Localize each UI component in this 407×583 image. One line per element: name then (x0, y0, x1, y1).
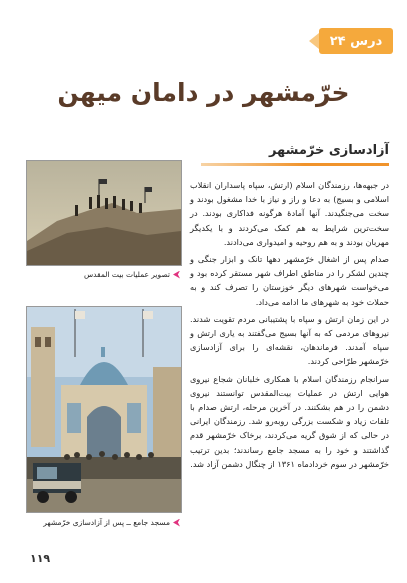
body-text (190, 178, 389, 474)
figure-caption-text: تصویر عملیات بیت المقدس (83, 270, 170, 279)
figure-caption (84, 270, 180, 279)
section-heading: آزادسازی خرّمشهر (268, 143, 389, 158)
mosque-photo-illustration (27, 307, 181, 512)
paragraph: سرانجام رزمندگان اسلام با همکاری خلبانان شجاع نیروی هوایی ارتش در عملیات بیت‌المقدس توانستند نیروی دشمن را در هم بشکنند. در آخرین مرحله، ارتش صدام با تلفات زیاد و شکست بزرگی روبه‌رو شد. رزمندگان ایرانی در حالی که از شوق گریه می‌کردند، برخاک خرّمشهر قدم گذاشتند و خود را به مسجد جامع رساندند؛ بدین ترتیب خرّمشهر در سوم خردادماه ۱۳۶۱ از چنگال دشمن آزاد شد. (190, 373, 389, 469)
lesson-label: درس ۲۴ (329, 33, 383, 49)
lesson-tag (319, 28, 393, 54)
photo-jame-mosque (26, 306, 182, 513)
battle-photo-illustration (27, 161, 181, 265)
arrow-icon (173, 271, 180, 279)
figure-caption-text: مسجد جامع ــ پس از آزادسازی خرّمشهر (43, 518, 170, 527)
page-number: ۱۱۹ (30, 552, 51, 565)
photo-battle-operation (26, 160, 182, 266)
paragraph: صدام پس از اشغال خرّمشهر دهها تانک و ابزار جنگی و چندین لشکر را در مناطق اطراف شهر مستقر کرده بود و می‌خواست شهرهای دیگر خوزستان را تصرف کند و به حملات خود به شهرهای ما ادامه می‌داد. (190, 254, 389, 307)
paragraph: در این زمان ارتش و سپاه با پشتیبانی مردم تقویت شدند. نیروهای مردمی که به آنها بسیج می‌گفتند به یاری ارتش و سپاه آمدند. فرماندهان، نقشه‌ای را برای آزادسازی خرّمشهر طرّاحی کردند. (190, 313, 389, 367)
heading-underline (201, 163, 389, 166)
figure-caption (43, 518, 180, 527)
page-title: خرّمشهر در دامان میهن (57, 78, 350, 107)
arrow-icon (173, 519, 180, 527)
paragraph: در جبهه‌ها، رزمندگان اسلام (ارتش، سپاه پاسداران انقلاب اسلامی و بسیج) به دعا و راز و نیاز با خدا مشغول بودند و سخت می‌جنگیدند. آنها آمادهٔ هرگونه فداکاری بودند. در سخت‌ترین شرایط به هم کمک می‌کردند و با یکدیگر مهربان بودند و به هم روحیه و امیدواری می‌دادند. (190, 180, 389, 247)
